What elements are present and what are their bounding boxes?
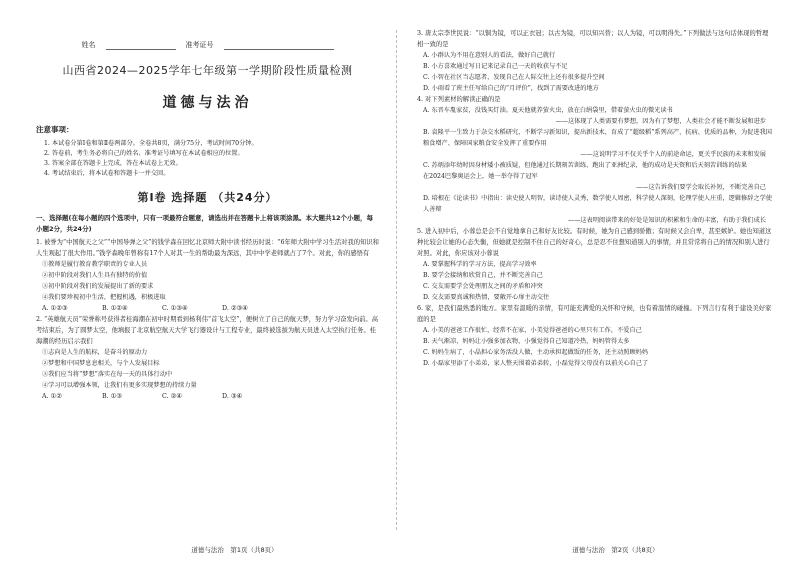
question-6 <box>417 303 772 369</box>
statement: ③初中阶段对我们的发展提出了新的要求 <box>42 283 154 290</box>
statement: ①志向是人生的航标，是奋斗的原动力 <box>42 349 148 356</box>
choice-c: C. ①③④ <box>162 305 188 312</box>
option-b: B. 小方喜欢通过写日记来记录自己一天的收获与不足 <box>423 63 568 70</box>
notes-list <box>36 139 379 179</box>
note-item: 3. 答案全部在答题卡上完成，答在本试卷上无效。 <box>44 160 182 167</box>
option-d: D. 小磊家里添了小弟弟，家人整天围着弟弟转，小磊觉得父母没有以前关心自己了 <box>423 360 649 367</box>
statement: ④我们要珍视初中生活，把握机遇，积极进取 <box>42 294 166 301</box>
choice-b: B. ①③ <box>102 393 122 400</box>
option-a: A. 要掌握科学的学习方法，提高学习效率 <box>423 261 537 268</box>
choice-a: A. ①②③ <box>42 305 68 312</box>
option-b: B. 袁隆平一生致力于杂交水稻研究，不断学习新知识，提出新技术，育成了“超级稻”系列高产、抗病、优质的品种，为促进我国粮食增产、保障国家粮食安全发挥了重要作用 <box>423 129 772 147</box>
option-a: A. 东晋车胤家贫，没钱买灯油。夏天他就养萤火虫，放在白绢袋里，借着萤火虫的微光读书 <box>423 107 673 114</box>
question-stem: 3. 唐太宗李世民说：“以铜为镜，可以正衣冠；以古为镜，可以知兴替；以人为镜，可以明得失。”下列做法与这句话体现的哲理相一致的是 <box>417 30 769 48</box>
option-c: C. 苏炳添年幼时因身材矮小被质疑，但他通过长期刻苦训练，跑出了亚洲纪录，他的成功是天资和后天刻苦训练的结果 <box>423 162 748 169</box>
page-right <box>397 0 794 562</box>
exam-title: 山西省2024—2025学年七年级第一学期阶段性质量检测 <box>62 64 353 77</box>
note-item: 2. 答卷前，考生务必将自己的姓名、准考证号填写在本试卷相应的位置。 <box>44 150 244 157</box>
choice-b: B. ①②④ <box>102 305 128 312</box>
question-stem: 6. 家，是我们最熟悉的地方。家里有温暖的亲情，有可能充满爱的关怀和守候，也有着温情的碰撞。下列言行有利于建设美好家庭的是 <box>417 305 772 323</box>
subject-title: 道德与法治 <box>162 95 253 111</box>
option-d: D. 小雨看了班主任写给自己的“月评价”，找到了需要改进的地方 <box>423 85 599 92</box>
answer-choices <box>36 391 379 402</box>
statement: ②梦想和中国梦息息相关，与个人发展目标 <box>42 360 160 367</box>
question-stem: 4. 对下列素材的解读正确的是 <box>417 96 501 103</box>
statement: ④学习可以增强本领，让我们有更多实现梦想的持续力量 <box>42 382 197 389</box>
option-c: C. 小智在社区当志愿者，发现自己在人际交往上还有很多提升空间 <box>423 74 605 81</box>
option-b-interpretation: ——这说明学习不仅关乎个人的前途命运，更关乎民族的未来和发展 <box>580 151 766 158</box>
question-1 <box>36 237 379 314</box>
choice-d: D. ③④ <box>222 393 243 400</box>
notes-heading: 注意事项： <box>36 125 74 134</box>
option-b: B. 要学会接纳和欣赏自己，并不断完善自己 <box>423 272 543 279</box>
option-c-cont: 在2024巴黎奥运会上，她一举夺得了冠军 <box>423 173 538 180</box>
choice-c: C. ②④ <box>162 393 182 400</box>
question-4 <box>417 94 772 226</box>
option-a: A. 小美的爸爸工作很忙，经常不在家，小美觉得爸爸的心里只有工作，不爱自己 <box>423 327 642 334</box>
part1-title: 第Ⅰ卷 选择题 （共24分） <box>137 191 278 204</box>
question-3 <box>417 28 772 94</box>
option-d: D. 交友需要真诚和热情，要敞开心扉主动交往 <box>423 294 550 301</box>
id-label: 准考证号 <box>185 41 214 49</box>
option-a: A. 小群认为不用在意别人的看法，做好自己就行 <box>423 52 556 59</box>
name-blank <box>106 40 176 50</box>
candidate-info <box>36 40 379 50</box>
question-5 <box>417 226 772 303</box>
option-b: B. 天气渐凉，妈妈让小强多加衣物，小强觉得自己知道冷热，妈妈管得太多 <box>423 338 630 345</box>
answer-choices <box>36 303 379 314</box>
question-stem: 5. 进入初中后，小蓉总是会不自觉地拿自己和好友比较。有时候，她为自己感到骄傲；有时候又会自卑，甚至嫉妒。她也知道这种比较会让她的心态失衡，但她就是控制不住自己的好奇心，总是忍不住想知道别人的事情，并且常常将自己的情况和别人进行对照。对此，你应该对小蓉说 <box>417 228 772 257</box>
question-stem: 1. 被誉为“中国航天之父”“中国导弹之父”的钱学森在回忆北京师大附中读书经历时说：“6年师大附中学习生活对我的知识和人生观起了很大作用。”钱学森晚年曾称有17个人对其一生的帮助最为深远，其中中学老师就占了7个。对此，你的感悟有 <box>36 239 379 257</box>
note-item: 4. 考试结束后，将本试卷和答题卡一并交回。 <box>44 170 170 177</box>
id-blank <box>224 40 334 50</box>
option-a-interpretation: ——这体现了人类需要有梦想，因为有了梦想，人类社会才能不断发展和进步 <box>555 118 766 125</box>
choice-a: A. ①② <box>42 393 62 400</box>
question-2 <box>36 314 379 402</box>
option-d-interpretation: ——这表明阅读带来的好处是知识的积累和生命的丰富，有助于我们成长 <box>568 217 766 224</box>
option-c-interpretation: ——这告诉我们要学会取长补短，不断完善自己 <box>636 184 766 191</box>
page-footer-right: 道德与法治 第2页（共8页） <box>572 546 659 554</box>
name-label: 姓名 <box>81 41 96 49</box>
choice-d: D. ②③④ <box>222 305 248 312</box>
statement: ①教师是履行教育教学职责的专业人员 <box>42 261 148 268</box>
option-c: C. 妈妈生病了，小晶担心家务活没人做，主动承担起做饭的任务，还主动照顾妈妈 <box>423 349 649 356</box>
statement: ②初中阶段对我们人生具有独特的价值 <box>42 272 148 279</box>
statement: ③我们应当将“梦想”落实在每一天的具体行动中 <box>42 371 173 378</box>
note-item: 1. 本试卷分第Ⅰ卷和第Ⅱ卷两部分。全卷共8页，满分75分，考试时间70分钟。 <box>44 140 258 147</box>
option-d: D. 培根在《论读书》中指出：读史使人明智，读诗使人灵秀，数学使人周密，科学使人深刻，伦理学使人庄重，逻辑修辞之学使人善辩 <box>423 195 772 213</box>
question-stem: 2. “英雄航天员”荣誉称号获得者桂海潮在初中时期看到杨利伟“首飞太空”，便树立了自己的航天梦，努力学习奋发向前。高考结束后，为了圆梦太空，他填报了北京航空航天大学飞行器设计与工程专业，最终被选拔为航天员进入太空执行任务。桂海潮的经历启示我们 <box>36 316 379 345</box>
page-footer-left: 道德与法治 第1页（共8页） <box>191 546 278 554</box>
option-c: C. 交友需要学会处理朋友之间的矛盾和冲突 <box>423 283 543 290</box>
section-instruction: 一、选择题(在每小题的四个选项中，只有一项最符合题意，请选出并在答题卡上将该项涂黑。本大题共12个小题，每小题2分，共24分) <box>36 214 374 233</box>
